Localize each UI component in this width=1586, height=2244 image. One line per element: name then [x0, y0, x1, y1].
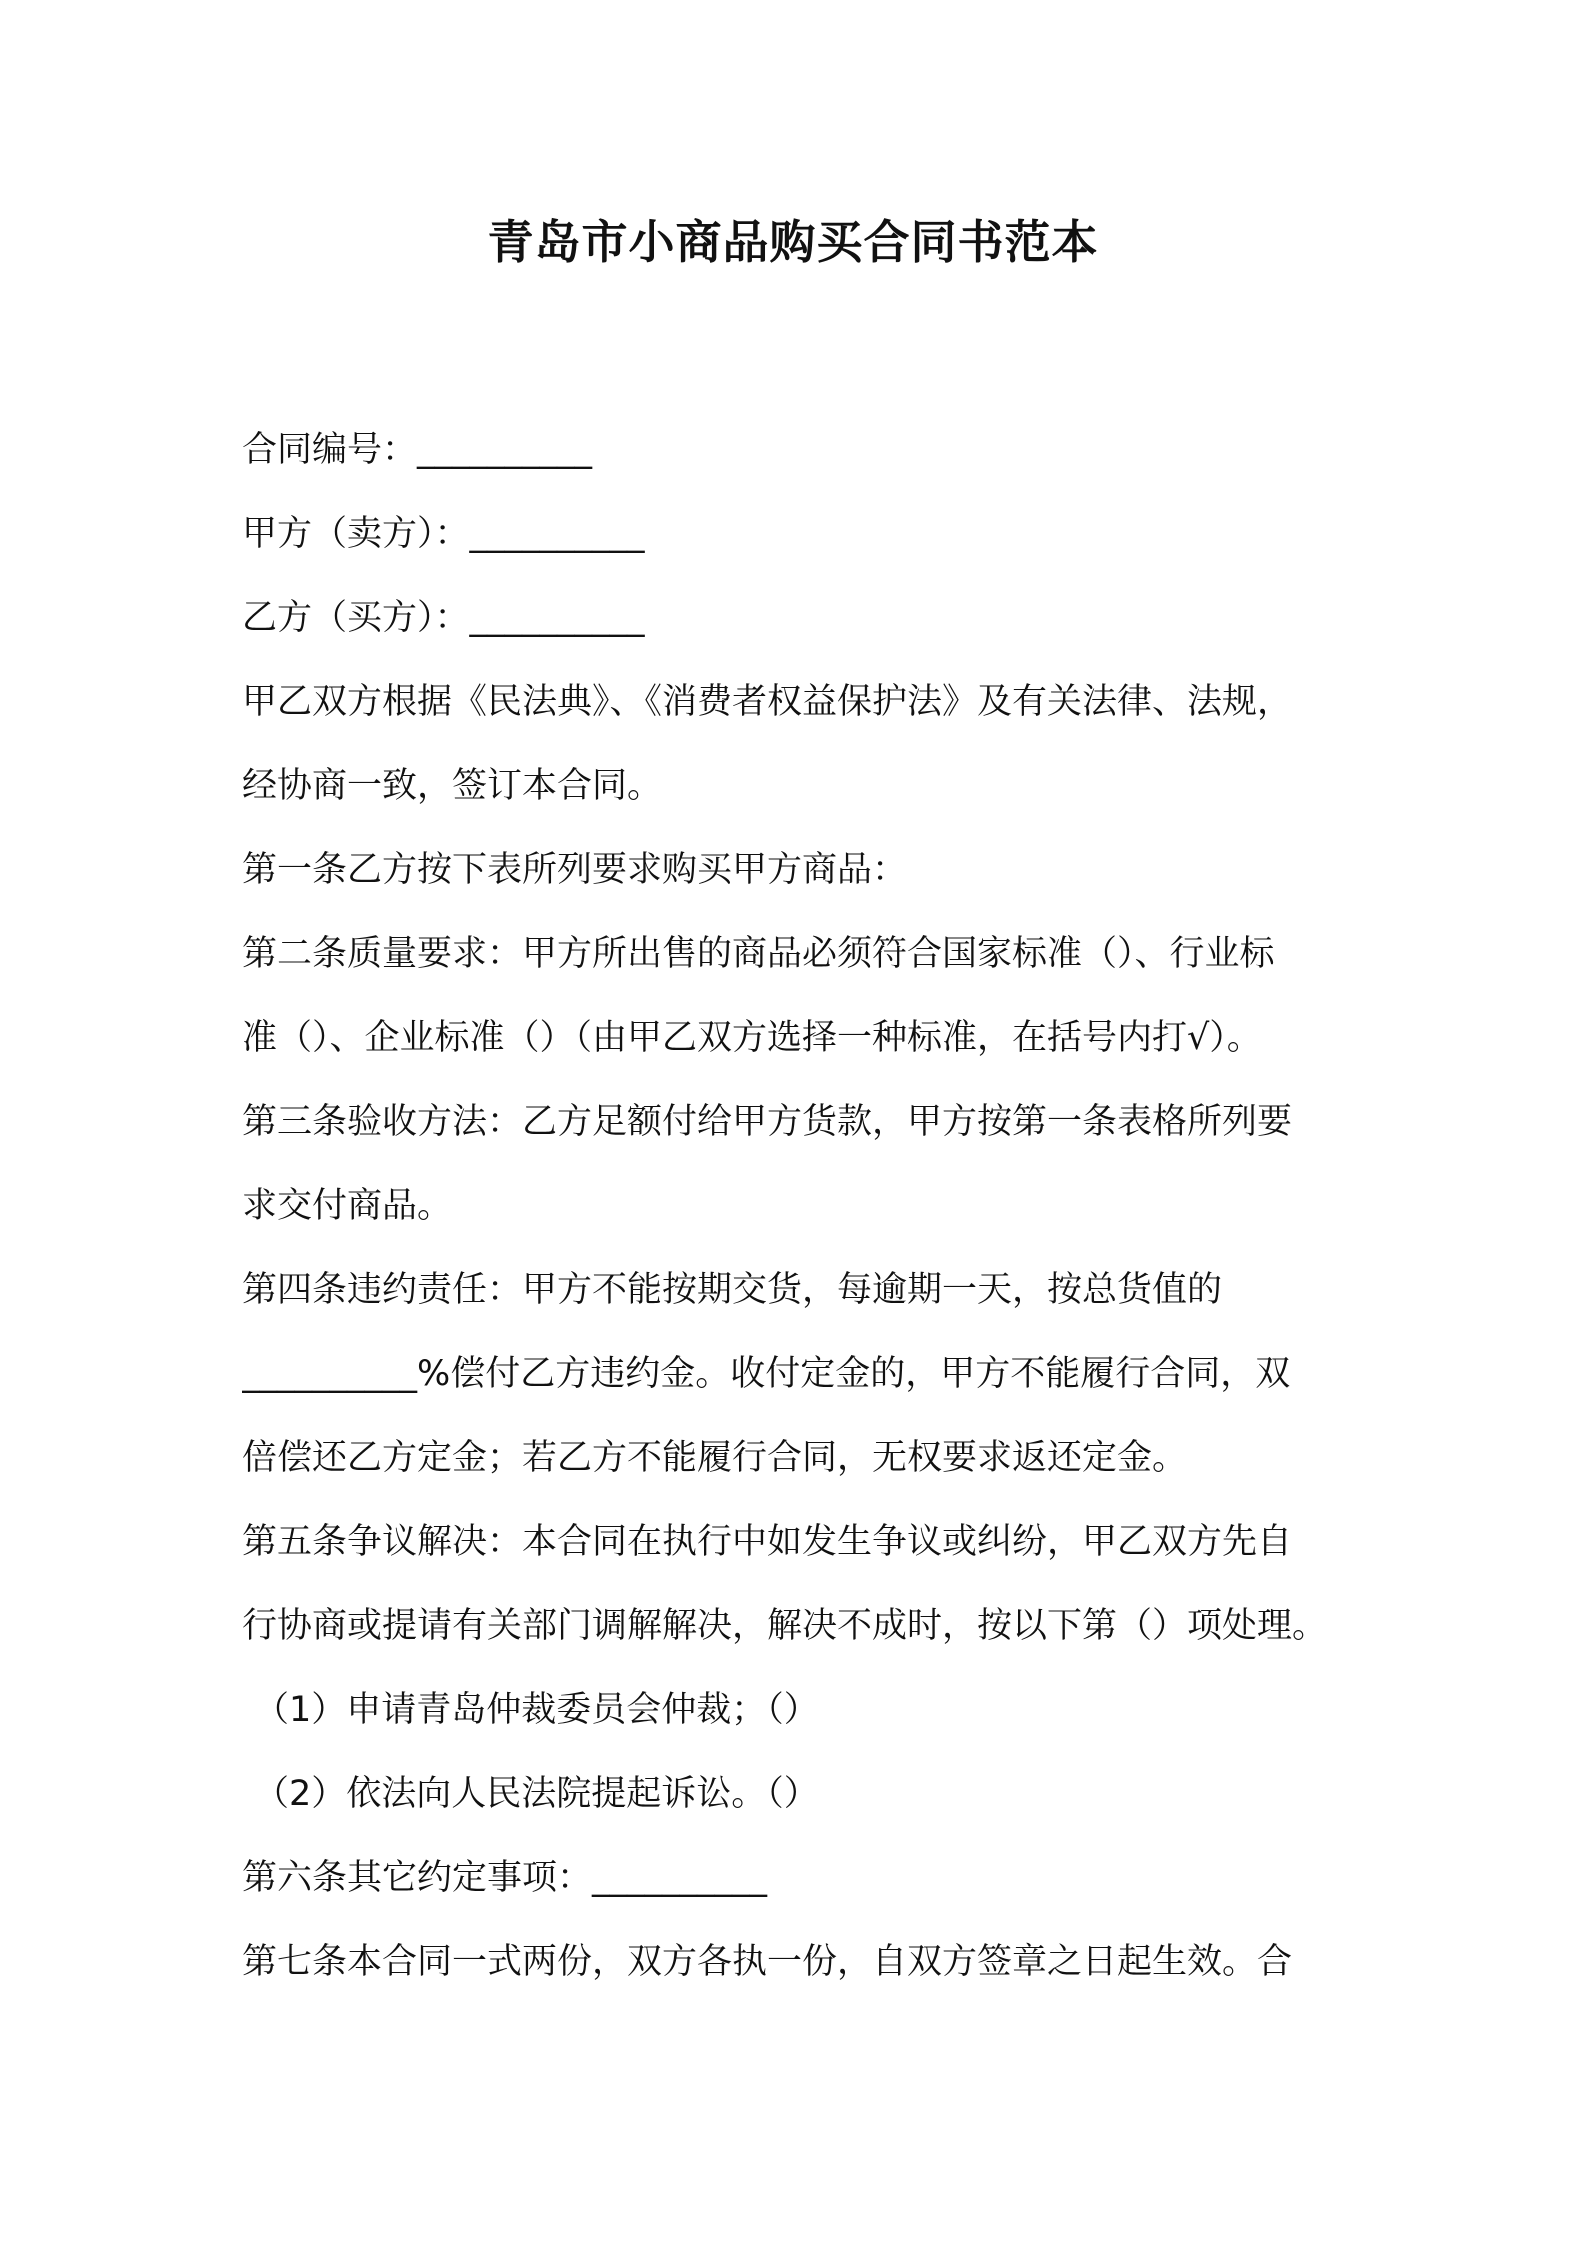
article-4-line-1: 第四条违约责任：甲方不能按期交货，每逾期一天，按总货值的: [242, 1270, 1223, 1310]
article-4-line-2: __________%偿付乙方违约金。收付定金的，甲方不能履行合同，双: [242, 1354, 1291, 1394]
article-3-line-2: 求交付商品。: [242, 1186, 453, 1226]
article-3-line-1: 第三条验收方法：乙方足额付给甲方货款，甲方按第一条表格所列要: [242, 1102, 1293, 1142]
party-b-line: 乙方（买方）：__________: [242, 598, 645, 638]
article-2-line-2: 准（）、企业标准（）（由甲乙双方选择一种标准，在括号内打√）。: [242, 1018, 1262, 1058]
article-5-option-2: （2）依法向人民法院提起诉讼。（）: [254, 1774, 819, 1814]
article-7-line: 第七条本合同一式两份，双方各执一份，自双方签章之日起生效。合: [242, 1942, 1293, 1982]
document-body: [242, 408, 1352, 2004]
document-title: 青岛市小商品购买合同书范本: [487, 215, 1099, 269]
contract-number-line: 合同编号：__________: [242, 430, 593, 470]
preamble-line-1: 甲乙双方根据《民法典》、《消费者权益保护法》及有关法律、法规，: [242, 682, 1293, 722]
article-5-line-2: 行协商或提请有关部门调解解决，解决不成时，按以下第（）项处理。: [242, 1606, 1328, 1646]
preamble-line-2: 经协商一致，签订本合同。: [242, 766, 663, 806]
article-1-line: 第一条乙方按下表所列要求购买甲方商品：: [242, 850, 908, 890]
party-a-line: 甲方（卖方）：__________: [242, 514, 645, 554]
article-6-line: 第六条其它约定事项：__________: [242, 1858, 768, 1898]
article-2-line-1: 第二条质量要求：甲方所出售的商品必须符合国家标准（）、行业标: [242, 934, 1275, 974]
article-5-option-1: （1）申请青岛仲裁委员会仲裁；（）: [254, 1690, 819, 1730]
article-4-line-3: 倍偿还乙方定金；若乙方不能履行合同，无权要求返还定金。: [242, 1438, 1188, 1478]
article-5-line-1: 第五条争议解决：本合同在执行中如发生争议或纠纷，甲乙双方先自: [242, 1522, 1293, 1562]
